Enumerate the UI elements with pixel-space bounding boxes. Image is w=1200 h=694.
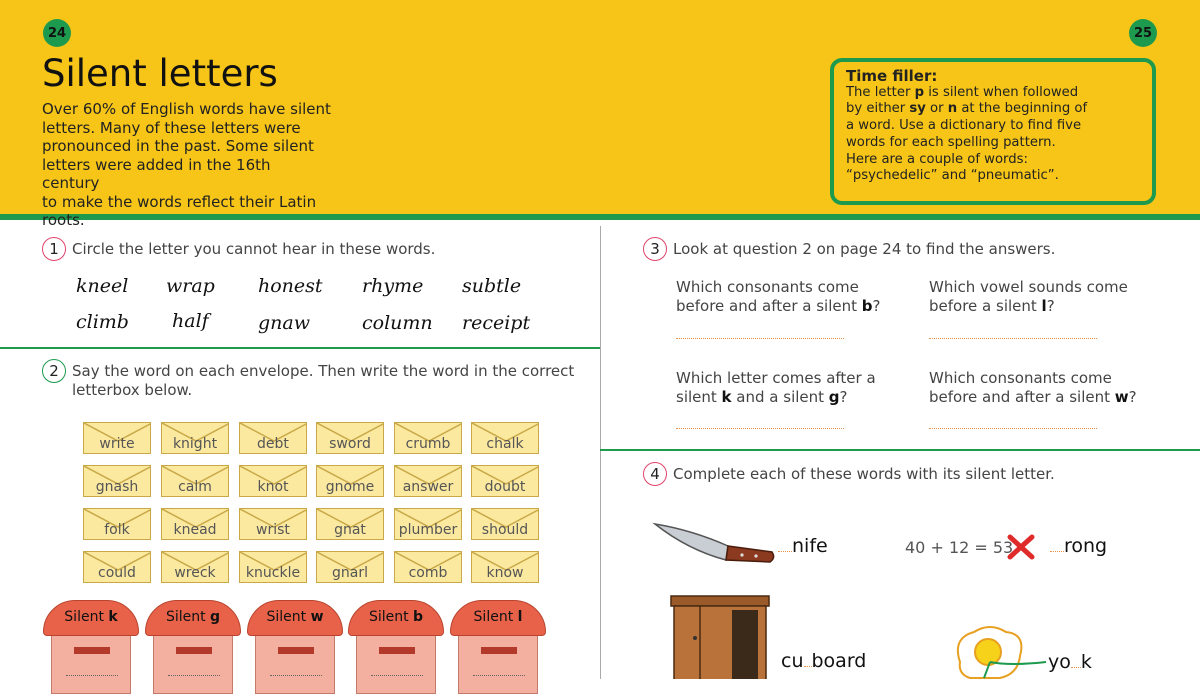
envelope-word: doubt	[484, 479, 526, 495]
word-blank-yolk[interactable]: yo k	[1048, 651, 1092, 673]
envelope-word: knot	[257, 479, 289, 495]
page-header	[0, 0, 1200, 229]
letterbox-label: Silent g	[145, 600, 241, 636]
filler-line: a word. Use a dictionary to find five	[846, 118, 1082, 134]
word-blank-knife[interactable]: nife	[778, 535, 828, 557]
envelope[interactable]	[394, 465, 462, 497]
envelope-word: folk	[104, 522, 130, 538]
intro-text	[42, 100, 332, 230]
word[interactable]: honest	[258, 275, 323, 297]
envelope-word: plumber	[398, 522, 458, 538]
envelope[interactable]	[316, 465, 384, 497]
question-number: 3	[643, 237, 667, 261]
envelope[interactable]	[316, 508, 384, 540]
envelope-word: wrist	[256, 522, 290, 538]
answer-line[interactable]	[929, 338, 1097, 339]
subquestion-b: Which vowel sounds come before a silent l?	[929, 278, 1128, 315]
envelope[interactable]	[471, 551, 539, 583]
word[interactable]: kneel	[76, 275, 129, 297]
section-divider	[0, 347, 600, 349]
word-blank-wrong[interactable]: rong	[1050, 535, 1107, 557]
envelope-word: wreck	[174, 565, 216, 581]
envelope[interactable]	[239, 508, 307, 540]
envelope[interactable]	[83, 508, 151, 540]
question-number: 4	[643, 462, 667, 486]
word[interactable]: half	[172, 310, 209, 332]
envelope-word: could	[98, 565, 136, 581]
equation: 40 + 12 = 53	[905, 538, 1014, 557]
envelope-word: knight	[172, 436, 218, 452]
time-filler-box	[830, 58, 1156, 205]
envelope[interactable]	[239, 465, 307, 497]
knife-image	[652, 516, 777, 568]
intro-line: to make the words reflect their Latin roots.	[42, 192, 317, 229]
intro-line: Over 60% of English words have silent	[42, 100, 331, 118]
answer-line[interactable]	[676, 428, 844, 429]
intro-line: letters. Many of these letters were	[42, 118, 301, 137]
letterbox-label: Silent w	[247, 600, 343, 636]
envelope[interactable]	[471, 508, 539, 540]
envelope-word: chalk	[486, 436, 524, 452]
cupboard-image	[668, 592, 772, 679]
question-text: Circle the letter you cannot hear in these words.	[72, 240, 436, 258]
envelope-word: write	[99, 436, 135, 452]
intro-line: letters were added in the 16th century	[42, 155, 271, 192]
question-4	[643, 462, 1055, 486]
question-number: 2	[42, 359, 66, 383]
envelope[interactable]	[83, 422, 151, 454]
filler-line: The letter p is silent when followed	[846, 84, 1079, 100]
subquestion-a: Which consonants come before and after a silent b?	[676, 278, 881, 315]
word[interactable]: wrap	[166, 275, 215, 297]
envelope[interactable]	[161, 422, 229, 454]
subquestion-c: Which letter comes after a silent k and a silent g?	[676, 369, 876, 406]
answer-line[interactable]	[676, 338, 844, 339]
question-2	[42, 359, 574, 400]
envelope-word: gnome	[325, 479, 375, 495]
fried-egg-image	[950, 622, 1050, 679]
envelope-word: sword	[329, 436, 371, 452]
envelope[interactable]	[316, 422, 384, 454]
word[interactable]: rhyme	[362, 275, 424, 297]
envelope[interactable]	[161, 508, 229, 540]
envelope[interactable]	[239, 422, 307, 454]
envelope-word: knuckle	[245, 565, 301, 581]
envelope-word: calm	[178, 479, 212, 495]
envelope-word: comb	[408, 565, 448, 581]
page-number-left: 24	[43, 19, 71, 47]
section-divider	[600, 449, 1200, 451]
filler-line: Here are a couple of words:	[846, 151, 1028, 167]
envelope-word: knead	[173, 522, 217, 538]
envelope[interactable]	[394, 422, 462, 454]
envelope[interactable]	[83, 465, 151, 497]
filler-line: words for each spelling pattern.	[846, 134, 1056, 150]
page-number-right: 25	[1129, 19, 1157, 47]
envelope-word: know	[486, 565, 524, 581]
letterbox-label: Silent b	[348, 600, 444, 636]
envelope-word: gnat	[334, 522, 366, 538]
question-text: Complete each of these words with its silent letter.	[673, 465, 1055, 483]
filler-line: “psychedelic” and “pneumatic”.	[846, 168, 1059, 184]
letterbox-label: Silent k	[43, 600, 139, 636]
envelope[interactable]	[471, 465, 539, 497]
envelope[interactable]	[394, 551, 462, 583]
envelope-word: answer	[402, 479, 454, 495]
page-gutter	[600, 226, 601, 679]
question-3	[643, 237, 1055, 261]
word[interactable]: column	[362, 312, 433, 334]
envelope[interactable]	[316, 551, 384, 583]
time-filler-heading: Time filler:	[846, 67, 938, 85]
envelope-word: gnash	[95, 479, 139, 495]
envelope[interactable]	[239, 551, 307, 583]
word[interactable]: subtle	[462, 275, 522, 297]
envelope[interactable]	[471, 422, 539, 454]
answer-line[interactable]	[929, 428, 1097, 429]
envelope[interactable]	[83, 551, 151, 583]
word[interactable]: climb	[76, 311, 129, 333]
question-text: Look at question 2 on page 24 to find the answers.	[673, 240, 1056, 258]
envelope[interactable]	[161, 551, 229, 583]
envelope-word: debt	[257, 436, 289, 452]
envelope-word: crumb	[405, 436, 451, 452]
question-text: Say the word on each envelope. Then write the word in the correct letterbox below.	[72, 362, 575, 399]
envelope[interactable]	[394, 508, 462, 540]
envelope-word: gnarl	[332, 565, 368, 581]
word[interactable]: receipt	[462, 312, 531, 334]
question-1	[42, 237, 435, 261]
subquestion-d: Which consonants come before and after a silent w?	[929, 369, 1137, 406]
question-number: 1	[42, 237, 66, 261]
envelope-word: should	[481, 522, 529, 538]
envelope[interactable]	[161, 465, 229, 497]
wrong-cross-icon	[1006, 533, 1036, 561]
filler-line: by either sy or n at the beginning of	[846, 101, 1088, 117]
page-title: Silent letters	[42, 52, 278, 95]
letterbox-label: Silent l	[450, 600, 546, 636]
word-blank-cupboard[interactable]: cu board	[781, 650, 867, 672]
word[interactable]: gnaw	[258, 312, 310, 334]
intro-line: pronounced in the past. Some silent	[42, 137, 314, 155]
